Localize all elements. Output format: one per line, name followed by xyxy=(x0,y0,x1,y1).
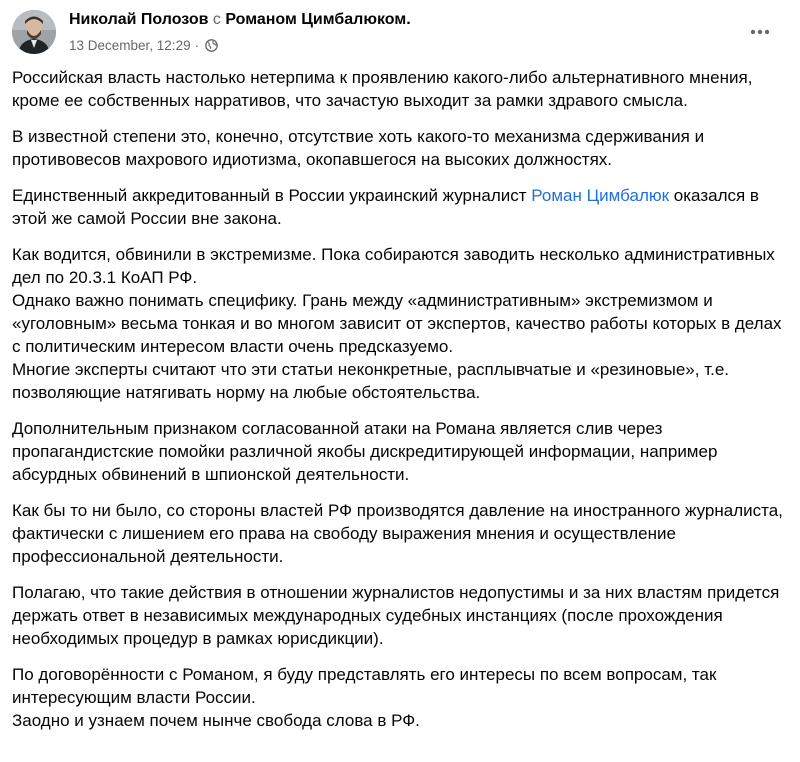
post-meta xyxy=(69,38,218,53)
avatar[interactable] xyxy=(12,10,56,54)
paragraph-8 xyxy=(12,663,788,732)
paragraph-3 xyxy=(12,184,788,230)
paragraph-8-line-2: Заодно и узнаем почем нынче свобода слова в РФ. xyxy=(12,711,420,730)
more-horizontal-icon xyxy=(750,29,770,35)
post-title-line: Николай Полозов с Романом Цимбалюком. xyxy=(69,11,411,28)
paragraph-3-text-before: Единственный аккредитованный в России украинский журналист xyxy=(12,186,532,205)
paragraph-4-line-3: Многие эксперты считают что эти статьи неконкретные, расплывчатые и «резиновые», т.е. позволяющие натягивать норму на любые обстоятельства. xyxy=(12,360,730,402)
with-word: с xyxy=(212,11,221,28)
paragraph-4-line-1: Как водится, обвинили в экстремизме. Пока собираются заводить несколько административных дел по 20.3.1 КоАП РФ. xyxy=(12,245,775,287)
paragraph-5: Дополнительным признаком согласованной атаки на Романа является слив через пропагандистские помойки различной якобы дискредитирующей информации, например абсурдных обвинений в шпионской деятельности. xyxy=(12,419,718,484)
mention-link[interactable]: Роман Цимбалюк xyxy=(531,186,670,205)
paragraph-1: Российская власть настолько нетерпима к проявлению какого-либо альтернативного мнения, кроме ее собственных нарративов, что зачастую выходит за рамки здравого смысла. xyxy=(12,68,753,110)
more-options-button[interactable] xyxy=(746,18,774,46)
meta-separator: · xyxy=(194,38,200,53)
globe-icon xyxy=(205,39,218,52)
paragraph-2: В известной степени это, конечно, отсутствие хоть какого-то механизма сдерживания и противовесов махрового идиотизма, окопавшегося на высоких должностях. xyxy=(12,127,705,169)
paragraph-7: Полагаю, что такие действия в отношении журналистов недопустимы и за них властям придется держать ответ в независимых международных судебных инстанциях (после прохождения необходимых процедур в рамках юрисдикции). xyxy=(12,583,780,648)
avatar-image xyxy=(12,10,56,54)
author-name[interactable]: Николай Полозов xyxy=(69,11,209,28)
tagged-person[interactable]: Романом Цимбалюком xyxy=(225,11,407,28)
paragraph-4-line-2: Однако важно понимать специфику. Грань между «административным» экстремизмом и «уголовным» весьма тонкая и во многом зависит от экспертов, качество работы которых в делах с политическим интересом власти очень предсказуемо. xyxy=(12,291,782,356)
post-timestamp[interactable]: 13 December, 12:29 xyxy=(69,38,191,53)
paragraph-4 xyxy=(12,243,788,404)
post-body xyxy=(12,66,788,745)
paragraph-8-line-1: По договорённости с Романом, я буду представлять его интересы по всем вопросам, так интересующим власти России. xyxy=(12,665,717,707)
paragraph-6: Как бы то ни было, со стороны властей РФ производятся давление на иностранного журналиста, фактически с лишением его права на свободу выражения мнения и осуществление профессиональной деятельности. xyxy=(12,501,783,566)
paragraph-3-text-after: оказался в этой же самой России вне закона. xyxy=(12,186,759,228)
post-header xyxy=(12,10,800,60)
